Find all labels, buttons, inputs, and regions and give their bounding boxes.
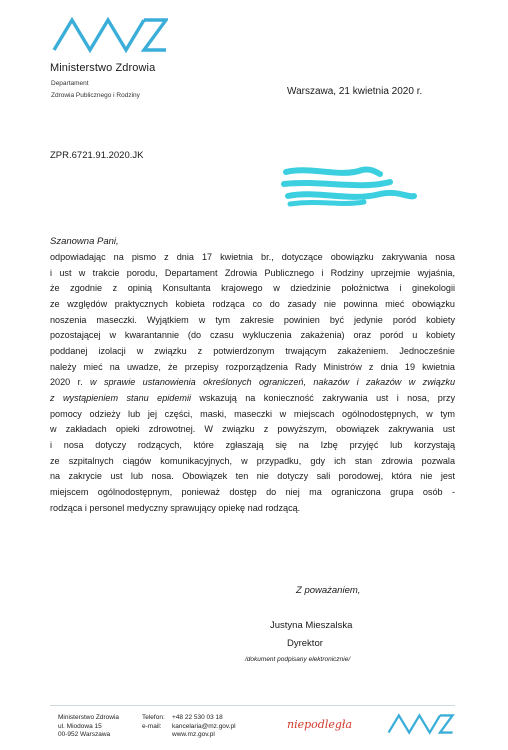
email-link[interactable]: kancelaria@mz.gov.pl xyxy=(172,722,236,730)
footer-address-line: 00-952 Warszawa xyxy=(58,731,111,739)
footer-address-line: ul. Miodowa 15 xyxy=(58,722,102,730)
redacted-recipient xyxy=(280,160,420,210)
body-line: miejscem ogólnodostępnym, ponieważ dostęp do niej ma ograniczona grupa osób - xyxy=(50,486,455,497)
body-line: ze względów praktycznych kobieta rodząca co do zasady nie powinna mieć obowiązku xyxy=(50,298,455,309)
department-name: Zdrowia Publicznego i Rodziny xyxy=(51,92,140,99)
body-line: i nosa dotyczy rodzących, które zgłaszają się na Izbę przyjęć lub korzystają xyxy=(50,439,455,450)
body-line: pozostającej w kwarantannie (do czasu wykluczenia zakażenia) oraz poród u kobiety xyxy=(50,330,455,341)
letter-date: Warszawa, 21 kwietnia 2020 r. xyxy=(287,86,423,97)
body-line: i ust w trakcie porodu, Departament Zdrowia Publicznego i Rodziny uprzejmie wyjaśnia, xyxy=(50,267,455,278)
body-text-plain: 2020 r. xyxy=(50,377,91,388)
phone-number: +48 22 530 03 18 xyxy=(172,714,223,721)
body-line: w zakładach opieki zdrowotnej. W związku z powyższym, obowiązek zakrywania ust xyxy=(50,424,455,435)
signatory-name: Justyna Mieszalska xyxy=(270,620,353,631)
department-label: Departament xyxy=(51,80,89,87)
e-signature-note: /dokument podpisany elektronicznie/ xyxy=(245,656,351,663)
body-line: ze szpitalnych ciągów komunikacyjnych, w przypadku, gdy ich stan zdrowia pozwala xyxy=(50,455,455,466)
body-line: należy mieć na uwadze, że przepisy rozporządzenia Rady Ministrów z dnia 19 kwietnia xyxy=(50,361,455,372)
phone-label: Telefon: xyxy=(142,714,165,721)
body-line: na zakrycie ust lub nosa. Obowiązek ten nie dotyczy sali porodowej, która nie jest xyxy=(50,471,455,482)
body-line: poddanej izolacji w związku z potwierdzonym trwającym zakażeniem. Jednocześnie xyxy=(50,345,455,356)
regulation-title-italic: z wystąpieniem stanu epidemii xyxy=(50,392,192,403)
footer-divider xyxy=(50,705,455,706)
email-label: e-mail: xyxy=(142,722,162,730)
body-line: odpowiadając na pismo z dnia 17 kwietnia br., dotyczące obowiązku zakrywania nosa xyxy=(50,252,455,262)
body-line: rodząca i personel medyczny sprawujący opiekę nad rodzącą. xyxy=(50,502,301,513)
reference-number: ZPR.6721.91.2020.JK xyxy=(50,150,144,161)
closing-phrase: Z poważaniem, xyxy=(296,585,361,596)
body-line-regulation xyxy=(50,375,455,391)
body-line: noszenia maseczki. Wyjątkiem w tym zakresie powinien być jedynie poród kobiety xyxy=(50,314,455,325)
salutation: Szanowna Pani, xyxy=(50,236,119,247)
footer-contact xyxy=(142,714,236,740)
niepodlegla-mark: niepodległa xyxy=(287,718,353,731)
mz-footer-logo-icon xyxy=(382,712,458,736)
body-line-regulation xyxy=(50,391,455,407)
ministry-name: Ministerstwo Zdrowia xyxy=(50,62,156,74)
regulation-title-italic: w sprawie ustanowienia określonych ograniczeń, nakazów i zakazów w związku xyxy=(90,377,455,388)
body-line: pomocy odzieży lub jej części, maski, maseczki w miejscach ogólnodostępnych, w tym xyxy=(50,408,455,419)
body-text-plain: wskazują na konieczność zakrywania ust i nosa, przy xyxy=(191,392,455,403)
signatory-title: Dyrektor xyxy=(287,638,323,649)
mz-logo-icon xyxy=(50,14,168,56)
footer-address xyxy=(58,714,119,740)
letter-body xyxy=(50,250,455,516)
body-line: że zgodnie z opinią Konsultanta krajowego w dziedzinie położnictwa i ginekologii xyxy=(50,283,455,294)
footer-address-line: Ministerstwo Zdrowia xyxy=(58,714,120,721)
website-link[interactable]: www.mz.gov.pl xyxy=(172,731,215,739)
